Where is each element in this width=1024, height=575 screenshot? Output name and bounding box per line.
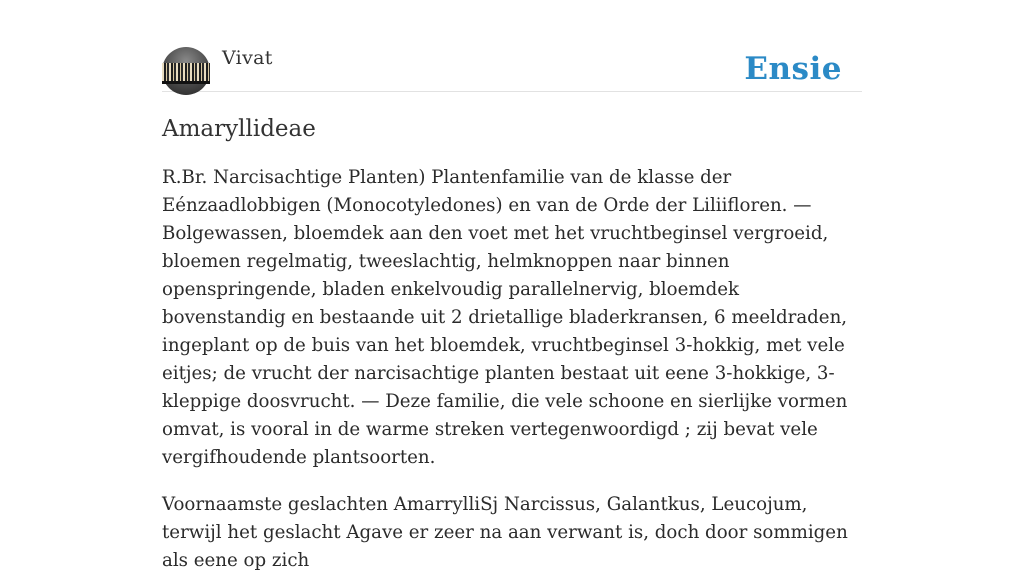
article-paragraph: Voornaamste geslachten AmarrylliSj Narcissus, Galantkus, Leucojum, terwijl het geslacht Agave er zeer na aan verwant is, doch door sommigen als eene op zich xyxy=(162,494,848,571)
header xyxy=(162,0,862,92)
author-name[interactable]: Vivat xyxy=(222,47,273,69)
article-paragraph: R.Br. Narcisachtige Planten) Plantenfamilie van de klasse der Eénzaadlobbigen (Monocotyledones) en van de Orde der Liliifloren. — Bolgewassen, bloemdek aan den voet met het vruchtbeginsel vergroeid, bloemen regelmatig, tweeslachtig, helmknoppen naar binnen openspringende, bladen enkelvoudig parallelnervig, bloemdek bovenstandig en bestaande uit 2 drietallige bladerkransen, 6 meeldraden, ingeplant op de buis van het bloemdek, vruchtbeginsel 3-hokkig, met vele eitjes; de vrucht der narcisachtige planten bestaat uit eene 3-hokkige, 3-kleppige doosvrucht. — Deze familie, die vele schoone en sierlijke vormen omvat, is vooral in de warme streken vertegenwoordigd ; zij bevat vele vergifhoudende plantsoorten. xyxy=(162,167,848,468)
brand-logo[interactable]: Ensie xyxy=(744,51,842,87)
bookshelf-image xyxy=(162,63,210,83)
page-title: Amaryllideae xyxy=(162,116,316,142)
shelf-line xyxy=(162,81,210,84)
author-avatar[interactable] xyxy=(162,47,210,95)
page-container xyxy=(162,0,862,575)
